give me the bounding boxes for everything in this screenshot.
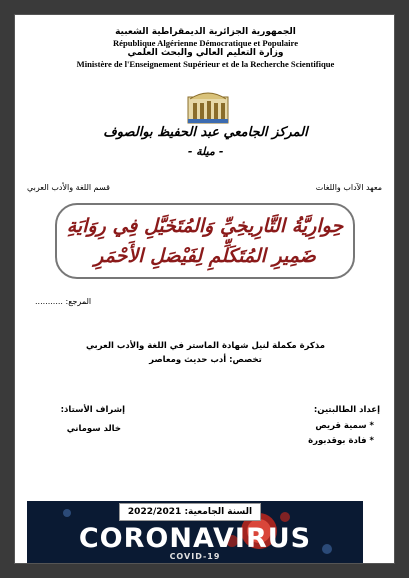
thesis-title-box — [55, 203, 355, 279]
academic-year-value: 2022/2021 — [127, 507, 182, 517]
thesis-specialty: تخصص: أدب حديث ومعاصر — [149, 355, 262, 365]
cover-page — [14, 14, 395, 564]
supervisor-name: خالد سوماني — [66, 424, 121, 434]
ministry-french: Ministère de l'Enseignement Supérieur et de la Recherche Scientifique — [76, 59, 335, 69]
thesis-description: مذكرة مكملة لنيل شهادة الماستر في اللغة والأدب العربي — [85, 341, 326, 351]
student-name-1: * سمية قريص — [315, 421, 374, 431]
republic-french: République Algérienne Démocratique et Populaire — [112, 38, 299, 48]
republic-arabic: الجمهورية الجزائرية الديمقراطية الشعبية — [115, 27, 296, 37]
university-logo — [186, 89, 230, 125]
thesis-title-line-2: ضَمِيرِ المُتَكَلِّمِ لِفَيْصَلِ الأَحْمَرِ — [94, 245, 316, 267]
student-name-2: * فادة بوقدبورة — [308, 436, 374, 446]
academic-year-label: السنة الجامعية: — [184, 507, 253, 517]
reference-label: المرجع: — [65, 297, 92, 306]
banner-subtitle: COVID-19 — [169, 552, 221, 561]
reference-field — [35, 297, 91, 306]
department-name: قسم اللغة والأدب العربي — [27, 183, 110, 192]
supervisor-label: إشراف الأستاذ: — [60, 405, 125, 415]
banner-title: CORONAVIRUS — [78, 523, 312, 554]
academic-year — [119, 503, 261, 521]
students-label: إعداد الطالبتين: — [313, 405, 380, 415]
ministry-arabic: وزارة التعليم العالي والبحث العلمي — [127, 48, 284, 58]
institute-name: معهد الآداب واللغات — [315, 183, 382, 192]
reference-dots: ........... — [35, 297, 63, 306]
center-name: المركز الجامعي عبد الحفيظ بوالصوف — [103, 125, 308, 140]
city-name: - ميلة - — [187, 145, 224, 158]
thesis-title-line-1: حِوارِيَّةُ التَّارِيخِيِّ وَالمُتَخَيَّلِ فِي رِوَايَةِ — [66, 215, 344, 237]
